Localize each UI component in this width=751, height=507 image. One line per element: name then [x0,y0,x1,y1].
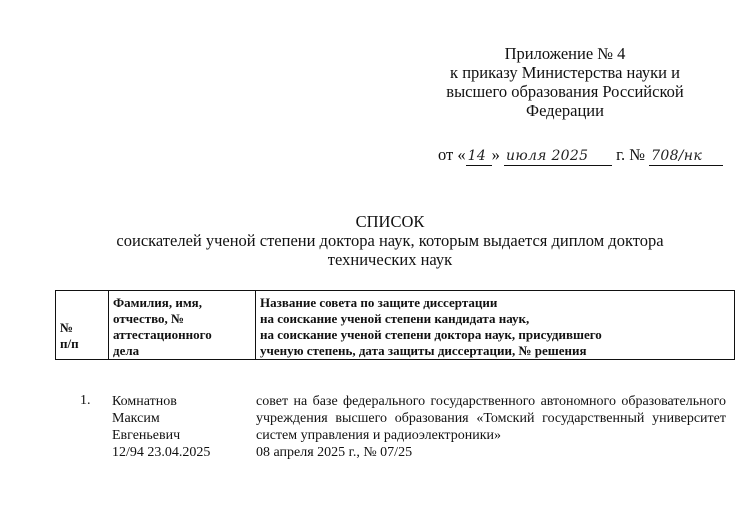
appendix-line: Федерации [526,101,604,120]
defense-decision: 08 апреля 2025 г., № 07/25 [256,445,413,460]
appendix-line: высшего образования Российской [446,82,684,101]
header-text: аттестационного [113,327,212,342]
order-from-label: от « [438,145,466,164]
handwritten-order-number: 708/нк [649,147,723,166]
appendix-header [400,44,730,120]
applicant-patronymic: Евгеньевич [112,428,181,443]
document-title [40,212,740,269]
handwritten-month-year: июля 2025 [504,147,612,166]
header-text: отчество, № [113,311,185,326]
header-text: п/п [60,336,79,351]
header-cell-name [109,291,256,360]
applicant-info [112,393,242,461]
header-text: дела [113,343,140,358]
handwritten-day: 14 [466,147,492,166]
title-subtitle-line: соискателей ученой степени доктора наук, которым выдается диплом доктора [116,231,664,250]
header-text: № [60,320,74,335]
row-number: 1. [80,393,91,408]
title-subtitle-line: технических наук [327,250,453,269]
applicant-name: Максим [112,411,160,426]
header-cell-number [56,291,109,360]
order-quote-close: » [491,145,500,164]
header-text: Название совета по защите диссертации [260,295,498,310]
title-heading: СПИСОК [355,212,425,231]
applicant-case-number: 12/94 23.04.2025 [112,445,211,460]
header-text: ученую степень, дата защиты диссертации, № решения [260,343,587,358]
header-cell-council [256,291,735,360]
applicant-surname: Комнатнов [112,394,177,409]
council-info [256,393,726,461]
list-header-table [55,290,735,360]
header-text: на соискание ученой степени кандидата наук, [260,311,530,326]
header-text: на соискание ученой степени доктора наук, присудившего [260,327,602,342]
header-text: Фамилия, имя, [113,295,202,310]
table-header-row [56,291,735,360]
appendix-line: Приложение № 4 [504,44,626,63]
council-description: совет на базе федерального государственного автономного образовательного учреждения высшего образования «Томский государственный университет систем управления и радиоэлектроники» [256,394,726,443]
order-date-line [438,145,723,166]
order-number-label: г. № [616,145,646,164]
appendix-line: к приказу Министерства науки и [450,63,680,82]
